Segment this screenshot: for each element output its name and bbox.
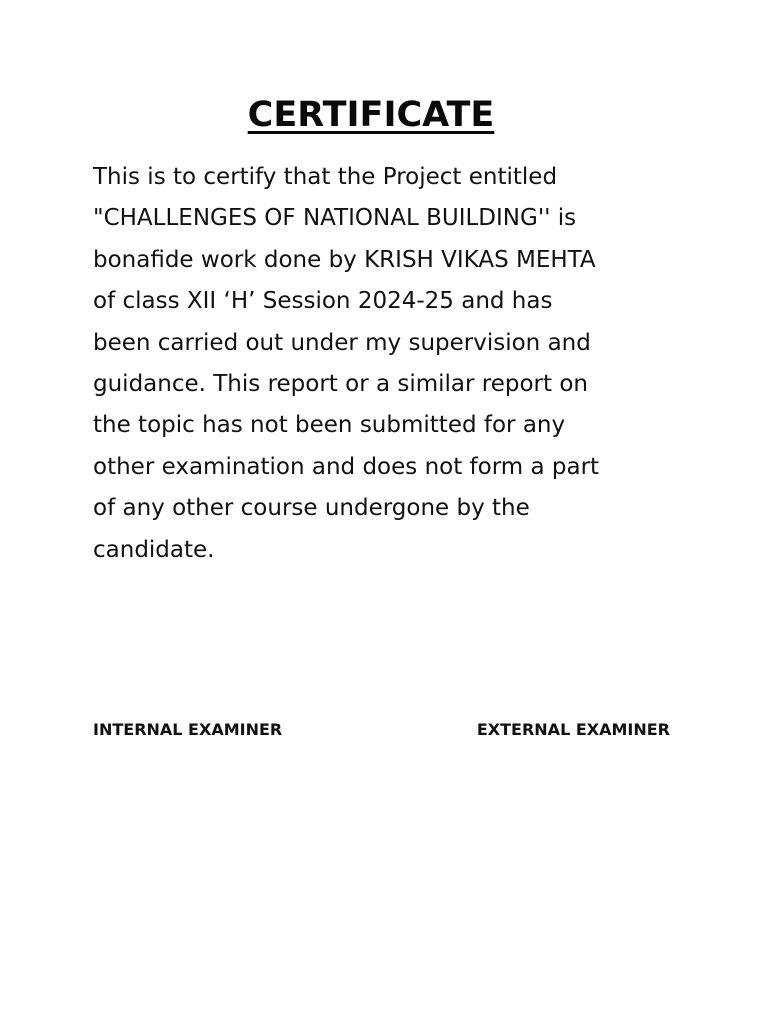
- body-line: candidate.: [93, 536, 215, 563]
- body-line: the topic has not been submitted for any: [93, 412, 566, 439]
- body-line: other examination and does not form a part: [93, 453, 600, 480]
- body-line: bonafide work done by KRISH VIKAS MEHTA: [93, 246, 596, 273]
- body-line: of any other course undergone by the: [93, 495, 530, 522]
- body-line: This is to certify that the Project entitled: [93, 164, 558, 190]
- body-line: been carried out under my supervision and: [93, 329, 591, 356]
- certificate-title: CERTIFICATE: [247, 95, 495, 135]
- body-line: guidance. This report or a similar report on: [93, 371, 588, 398]
- internal-examiner-label: INTERNAL EXAMINER: [93, 720, 283, 739]
- body-line: "CHALLENGES OF NATIONAL BUILDING'' is: [93, 205, 577, 232]
- certificate-body: [93, 157, 683, 571]
- body-line: of class XII ‘H’ Session 2024-25 and has: [93, 288, 553, 315]
- external-examiner-label: EXTERNAL EXAMINER: [476, 720, 670, 739]
